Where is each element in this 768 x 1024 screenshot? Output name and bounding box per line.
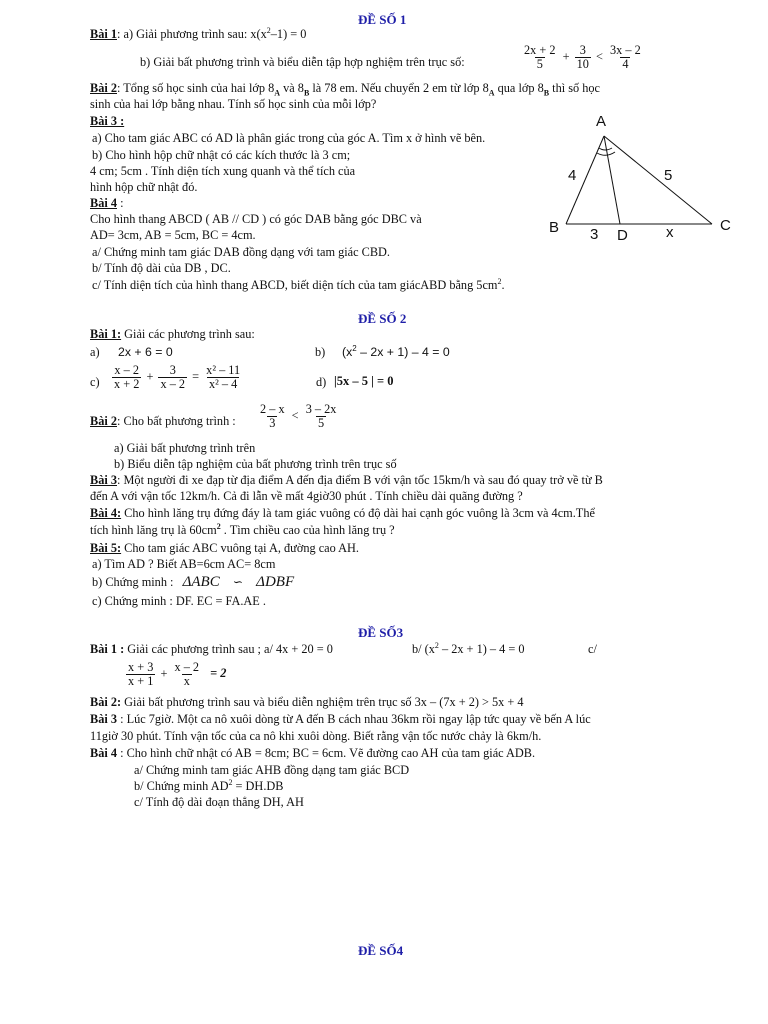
de2-bai1-d-eq: |5x – 5 | = 0 [334,374,394,388]
de2-bai1-b-eq: $(x^2 - 2x + 1) - 4 = 0$ [342,343,450,359]
de1-bai4-l2: AD= 3cm, AB = 5cm, BC = 4cm. [90,228,256,242]
de1-bai3-b2: 4 cm; 5cm . Tính diện tích xung quanh và thể tích của [90,164,356,178]
de3-bai4: Bài 4 : Cho hình chữ nhật có AB = 8cm; BC = 6cm. Vẽ đường cao AH của tam giác ADB. [90,746,536,760]
de2-bai1-a-label: a) [90,345,100,359]
de2-bai2: Bài 2: Cho bất phương trình : [90,414,236,428]
de1-bai1-b: b) Giải bất phương trình và biểu diễn tập hợp nghiệm trên trục số: [140,55,465,69]
de2-bai3-l1: Bài 3: Một người đi xe đạp từ địa điểm A đến địa điểm B với vận tốc 15km/h và sau đó quay trở về từ B [90,473,603,487]
de1-bai4-l1: Cho hình thang ABCD ( AB // CD ) có góc DAB bằng góc DBC và [90,212,422,226]
de1-bai3-b3: hình hộp chữ nhật đó. [90,180,198,194]
de2-bai1-c-label: c) [90,375,100,389]
angle-arc-1 [599,148,612,150]
de2-bai5-b: b) Chứng minh : ΔABC ∽ ΔDBF [92,574,295,590]
angle-arc-2 [597,152,615,155]
de2-bai4-l1: Bài 4: Cho hình lăng trụ đứng đáy là tam giác vuông có độ dài hai cạnh góc vuông là 3cm và 4cm.Thể [90,506,595,520]
label-a: A [596,113,607,130]
de3-bai1-b: b/ $(x^2 - 2x + 1) - 4 = 0$ [412,640,525,656]
de1-bai3-label: Bài 3 : [90,114,125,128]
de2-bai5: Bài 5: Cho tam giác ABC vuông tại A, đường cao AH. [90,541,360,555]
de2-bai3-l2: đến A với vận tốc 12km/h. Cả đi lẫn về mất 4giờ30 phút . Tính chiều dài quãng đường ? [90,489,523,503]
label-b: B [549,219,560,236]
de2-bai2-inequality: $\frac{2 - x}{3}$ < $\frac{3 - 2x}{5}$ [260,402,337,430]
de3-bai1-c-eq: $\frac{x + 3}{x + 1}$ + $\frac{x - 2}{x}$ = 2 [128,660,227,688]
de4-title: ĐỀ SỐ4 [358,943,404,958]
label-side-4: 4 [568,167,577,184]
fraction: $\frac{3}{x - 2}$ [160,363,186,391]
de2-bai5-c: c) Chứng minh : DF. EC = FA.AE . [92,594,266,608]
de2-bai2-b: b) Biểu diễn tập nghiệm của bất phương trình trên trục số [114,457,397,471]
de1-bai4-b: b/ Tính độ dài của DB , DC. [92,261,231,275]
de1-bai3-b1: b) Cho hình hộp chữ nhật có các kích thước là 3 cm; [92,148,351,162]
de2-bai1-c-eq: $\frac{x - 2}{x + 2}$ + $\frac{3}{x - 2}$ = $\frac{\text{x² – 11}}{\text{x² – 4}}$ [114,363,241,391]
label-d: D [617,227,628,244]
side-ac [604,136,712,224]
de2-bai5-a: a) Tìm AD ? Biết AB=6cm AC= 8cm [92,557,276,571]
de3-bai2: Bài 2: Giải bất phương trình sau và biểu diễn nghiệm trên trục số 3x – (7x + 2) > 5x + 4 [90,695,524,709]
fraction: $\frac{\text{x² – 11}}{\text{x² – 4}}$ [206,363,241,391]
de1-bai4-c: c/ Tính diện tích của hình thang ABCD, biết diện tích của tam giácABD bằng $5cm^2$. [92,276,505,292]
de2-bai1: Bài 1: Giải các phương trình sau: [90,327,255,341]
de3-title: ĐỀ SỐ3 [358,625,404,640]
de1-bai1-b-inequality: $\frac{2x + 2}{5}$ + $\frac{3}{10}$ < $\frac{3x - 2}{4}$ [524,43,641,71]
de2-bai1-a-eq: 2x + 6 = 0 [118,345,173,359]
de3-bai3-l1: Bài 3 : Lúc 7giờ. Một ca nô xuôi dòng từ A đến B cách nhau 36km rồi ngay lập tức quay về bến A lúc [90,712,591,726]
de1-bai1-a: Bài 1: a) Giải phương trình sau: $x(x^2-1) = 0$ [90,25,307,41]
de2-bai1-b-label: b) [315,345,326,359]
de3-bai1-c-label: c/ [588,642,597,656]
de1-bai3-a: a) Cho tam giác ABC có AD là phân giác trong của góc A. Tìm x ở hình vẽ bên. [92,131,486,145]
de2-bai1-d-label: d) [316,375,327,389]
fraction: $\frac{x + 3}{x + 1}$ [128,660,154,688]
fraction: $\frac{x - 2}{x + 2}$ [114,363,140,391]
bisector-ad [604,136,620,224]
de2-bai4-l2: tích hình lăng trụ là $60cm^2$ . Tìm chiều cao của hình lăng trụ ? [90,521,395,537]
label-side-3: 3 [590,226,599,243]
fraction: $\frac{2x + 2}{5}$ [524,43,556,71]
de3-bai4-b: b/ Chứng minh $AD^2 = DH.DB$ [134,777,284,793]
fraction: $\frac{3}{10}$ [576,43,589,71]
label-c: C [720,217,731,234]
fraction: $\frac{3x - 2}{4}$ [610,43,641,71]
triangle-figure [540,106,740,246]
de3-bai1: Bài 1 : Giải các phương trình sau ; a/ 4x + 20 = 0 [90,642,333,656]
de3-bai3-l2: 11giờ 30 phút. Tính vận tốc của ca nô khi xuôi dòng. Biết rằng vận tốc nước chảy là 6km/h. [90,729,542,743]
de1-bai4-a: a/ Chứng minh tam giác DAB đồng dạng với tam giác CBD. [92,245,391,259]
de3-bai4-a: a/ Chứng minh tam giác AHB đồng dạng tam giác BCD [134,763,410,777]
de1-bai2-line2: sinh của hai lớp bằng nhau. Tính số học sinh của mỗi lớp? [90,97,377,111]
de2-title: ĐỀ SỐ 2 [358,311,407,326]
label-side-5: 5 [664,167,673,184]
label-side-x: x [666,224,674,241]
de3-bai4-c: c/ Tính độ dài đoạn thẳng DH, AH [134,795,304,809]
de1-title: ĐỀ SỐ 1 [358,12,407,27]
fraction: $\frac{x - 2}{x}$ [174,660,200,688]
de1-bai4-label: Bài 4 : [90,196,124,210]
fraction: $\frac{3 - 2x}{5}$ [305,402,337,430]
de1-bai2-line1: Bài 2: Tổng số học sinh của hai lớp $8_A$ và $8_B$ là 78 em. Nếu chuyển 2 em từ lớp $8_A$ qua lớp $8_B$ thì số học [90,81,600,98]
de2-bai2-a: a) Giải bất phương trình trên [114,441,256,455]
fraction: $\frac{2 - x}{3}$ [260,402,285,430]
